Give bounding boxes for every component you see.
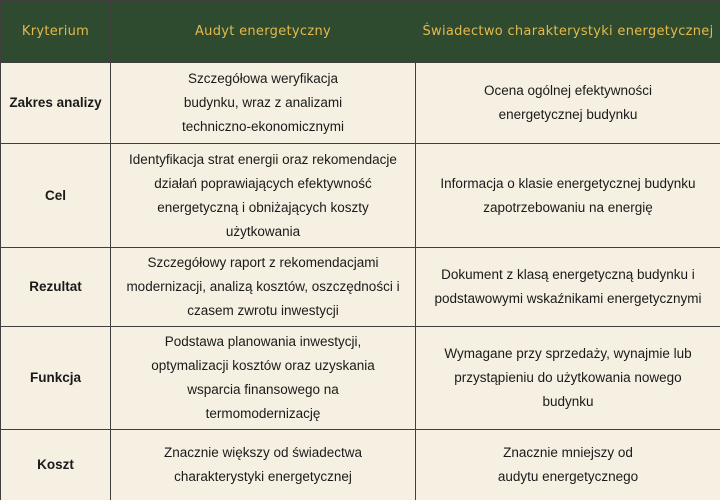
criterion-cell: Koszt <box>1 430 111 500</box>
header-audit: Audyt energetyczny <box>111 1 416 63</box>
table-header <box>1 1 720 63</box>
audit-cell <box>111 144 416 248</box>
certificate-text: Wymagane przy sprzedaży, wynajmie lub przystąpieniu do użytkowania nowego budynku <box>444 346 692 409</box>
audit-cell <box>111 430 416 500</box>
header-certificate: Świadectwo charakterystyki energetycznej <box>416 1 720 63</box>
certificate-text: Ocena ogólnej efektywności energetycznej budynku <box>483 83 653 122</box>
criterion-cell: Funkcja <box>1 327 111 430</box>
audit-cell <box>111 327 416 430</box>
audit-text: Znacznie większy od świadectwa charakterystyki energetycznej <box>163 445 363 484</box>
audit-text: Podstawa planowania inwestycji, optymalizacji kosztów oraz uzyskania wsparcia finansowego na termomodernizację <box>151 334 375 421</box>
table-row <box>1 144 720 248</box>
criterion-cell: Rezultat <box>1 248 111 327</box>
certificate-cell <box>416 327 720 430</box>
audit-text: Szczegółowa weryfikacja budynku, wraz z analizami techniczno-ekonomicznymi <box>181 71 345 134</box>
certificate-cell <box>416 430 720 500</box>
header-criterion: Kryterium <box>1 1 111 63</box>
table-row <box>1 63 720 144</box>
table-row <box>1 327 720 430</box>
table-row <box>1 248 720 327</box>
criterion-cell: Zakres analizy <box>1 63 111 144</box>
table-body <box>1 63 720 500</box>
certificate-text: Dokument z klasą energetyczną budynku i podstawowymi wskaźnikami energetycznymi <box>434 267 702 306</box>
audit-text: Szczegółowy raport z rekomendacjami modernizacji, analizą kosztów, oszczędności i czasem zwrotu inwestycji <box>126 255 400 318</box>
certificate-text: Znacznie mniejszy od audytu energetycznego <box>497 445 639 484</box>
header-row <box>1 1 720 63</box>
certificate-cell <box>416 63 720 144</box>
certificate-text: Informacja o klasie energetycznej budynku zapotrzebowaniu na energię <box>440 175 696 215</box>
criterion-cell: Cel <box>1 144 111 248</box>
table-row <box>1 430 720 500</box>
certificate-cell <box>416 248 720 327</box>
certificate-cell <box>416 144 720 248</box>
audit-text: Identyfikacja strat energii oraz rekomendacje działań poprawiających efektywność energetyczną i obniżających koszty użytkowania <box>129 151 397 239</box>
audit-cell <box>111 63 416 144</box>
audit-cell <box>111 248 416 327</box>
